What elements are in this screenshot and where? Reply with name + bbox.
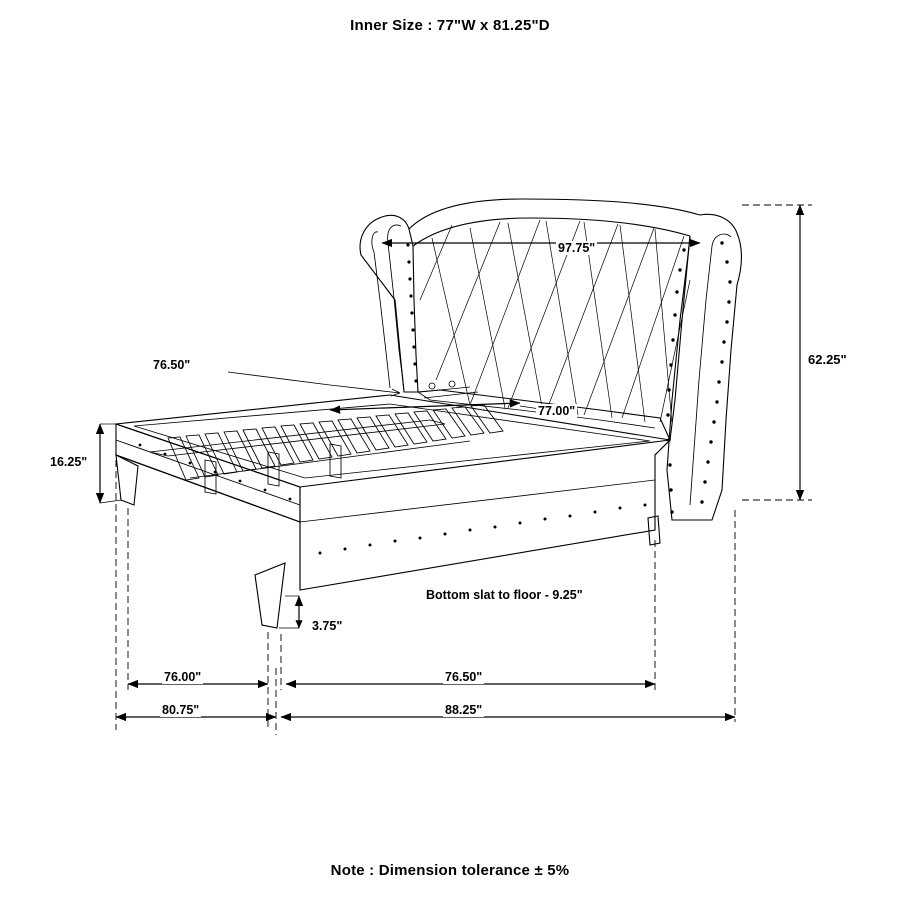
note-bottom-slat-to-floor: Bottom slat to floor - 9.25" — [426, 588, 583, 602]
dim-overall-height: 62.25" — [808, 352, 847, 367]
dim-side-length: 76.50" — [445, 670, 483, 684]
dim-inner-width: 77.00" — [538, 404, 576, 418]
tolerance-note: Note : Dimension tolerance ± 5% — [330, 862, 570, 879]
dim-side-overall-length: 88.25" — [445, 703, 483, 717]
page-title: Inner Size : 77"W x 81.25"D — [350, 17, 550, 34]
dim-front-width: 76.00" — [164, 670, 202, 684]
dim-deck-height: 16.25" — [50, 455, 88, 469]
dim-headboard-width: 97.75" — [558, 241, 596, 255]
dim-slat-span: 76.50" — [153, 358, 191, 372]
dim-front-overall-width: 80.75" — [162, 703, 200, 717]
dim-leg-height: 3.75" — [312, 619, 343, 633]
